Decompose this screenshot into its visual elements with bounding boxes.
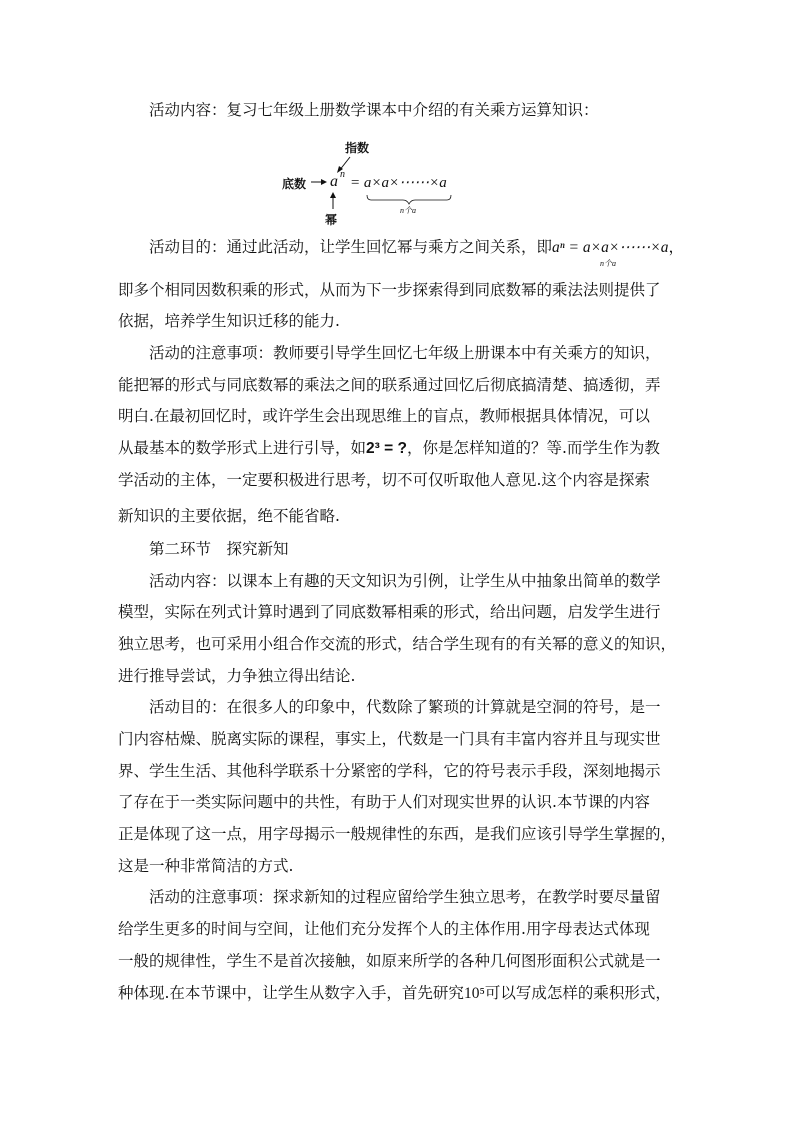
- comma-text: ，: [668, 238, 685, 256]
- paragraph-line: 正是体现了这一点，用字母揭示一般规律性的东西，是我们应该引导学生掌握的，: [118, 825, 677, 843]
- power-exponent: n: [340, 169, 345, 180]
- underbrace-label: n个a: [400, 206, 416, 215]
- paragraph-line: 了存在于一类实际问题中的共性，有助于人们对现实世界的认识.本节课的内容: [118, 793, 650, 811]
- paragraph-line: 界、学生生活、其他科学联系十分紧密的学科，它的符号表示手段，深刻地揭示: [118, 762, 661, 780]
- paragraph-line: 一般的规律性，学生不是首次接触，如原来所学的各种几何图形面积公式就是一: [118, 952, 661, 970]
- paragraph-line: 活动内容：以课本上有趣的天文知识为引例，让学生从中抽象出简单的数学: [149, 572, 661, 590]
- text-span: ，你是怎样知道的？等.而学生作为教: [406, 439, 660, 457]
- text-span: 从最基本的数学形式上进行引导，如: [118, 439, 367, 457]
- math-expression: 2³ = ?: [366, 440, 407, 457]
- power-base: a: [330, 173, 338, 190]
- paragraph-line: 学活动的主体，一定要积极进行思考，切不可仅听取他人意见.这个内容是探索: [118, 471, 650, 489]
- power-expansion: = a×a×⋯⋯×a: [350, 175, 447, 191]
- exponent-label: 指数: [345, 141, 370, 155]
- paragraph-line: 给学生更多的时间与空间，让他们充分发挥个人的主体作用.用字母表达式体现: [118, 920, 650, 938]
- paragraph-line: [118, 983, 678, 1004]
- section-heading: 第二环节 探究新知: [149, 540, 289, 558]
- paragraph-line: 即多个相同因数积乘的形式，从而为下一步探索得到同底数幂的乘法法则提供了: [118, 281, 661, 299]
- paragraph-line: 门内容枯燥、脱离实际的课程，事实上，代数是一门具有丰富内容并且与现实世: [118, 730, 661, 748]
- text-span: 种体现.在本节课中，让学生从数字入手，首先研究: [118, 984, 464, 1002]
- paragraph-line: 能把幂的形式与同底数幂的乘法之间的联系通过回忆后彻底搞清楚、搞透彻，弄: [118, 376, 661, 394]
- power-diagram: [275, 135, 475, 225]
- paragraph-line: 活动的注意事项：探求新知的过程应留给学生独立思考，在教学时要尽量留: [149, 888, 661, 906]
- base-label: 底数: [282, 177, 307, 191]
- formula-text: aⁿ = a×a×⋯⋯×a: [552, 239, 669, 256]
- paragraph-line: 新知识的主要依据，绝不能省略.: [118, 507, 340, 525]
- power-formula: [552, 238, 669, 268]
- power-label: 幂: [325, 213, 338, 227]
- paragraph-line: 活动的注意事项：教师要引导学生回忆七年级上册课本中有关乘方的知识，: [149, 344, 661, 362]
- paragraph-line: 活动内容：复习七年级上册数学课本中介绍的有关乘方运算知识：: [149, 101, 599, 119]
- paragraph-line: 进行推导尝试，力争独立得出结论.: [118, 667, 356, 685]
- text-span: 可以写成怎样的乘积形式，: [484, 984, 671, 1002]
- paragraph-line: 模型，实际在列式计算时遇到了同底数幂相乘的形式，给出问题，启发学生进行: [118, 603, 661, 621]
- paragraph-line: 明白.在最初回忆时，或许学生会出现思维上的盲点，教师根据具体情况，可以: [118, 407, 650, 425]
- purpose-text: 活动目的：通过此活动，让学生回忆幂与乘方之间关系，即: [149, 238, 553, 256]
- math-expression: 10⁵: [463, 985, 485, 1002]
- paragraph-line: [118, 438, 678, 459]
- paragraph-line: 这是一种非常简洁的方式.: [118, 857, 294, 875]
- paragraph-line: 独立思考，也可采用小组合作交流的形式，结合学生现有的有关幂的意义的知识，: [118, 635, 677, 653]
- paragraph-line: [149, 237, 709, 268]
- paragraph-line: 活动目的：在很多人的印象中，代数除了繁琐的计算就是空洞的符号，是一: [149, 698, 661, 716]
- paragraph-line: 依据，培养学生知识迁移的能力.: [118, 312, 340, 330]
- formula-underbrace: n个a: [600, 259, 617, 268]
